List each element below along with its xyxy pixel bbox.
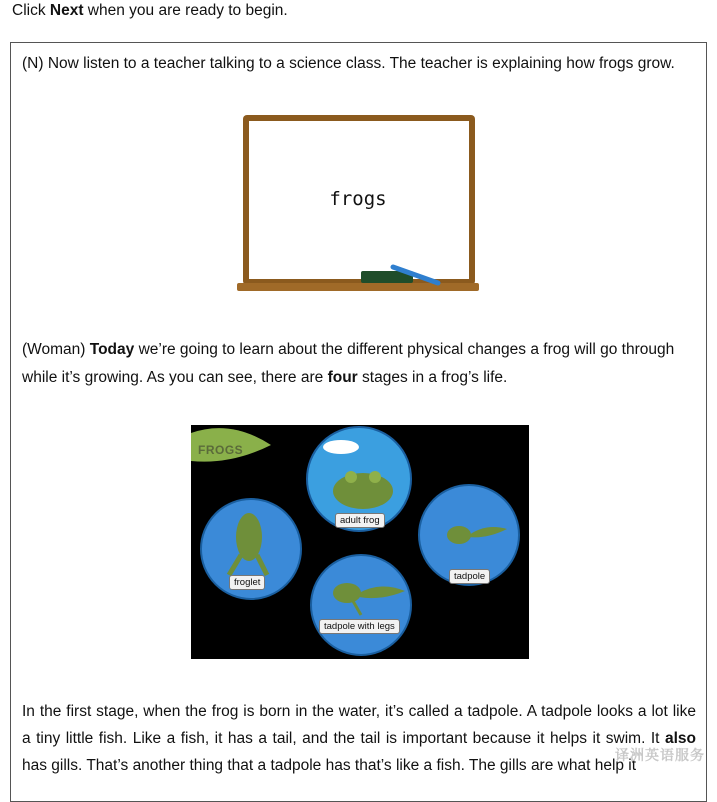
bold-today: Today <box>89 341 135 358</box>
first-stage-text-2: has gills. That’s another thing that a tadpole has that’s like a fish. The gills are what help it <box>22 757 637 774</box>
adult-frog-icon <box>333 473 393 509</box>
teacher-text-2: stages in a frog’s life. <box>357 369 508 386</box>
froglet-icon <box>236 513 262 561</box>
tadpole-legs-icon <box>333 583 361 603</box>
frogs-title: FROGS <box>198 443 244 457</box>
watermark: 译洲英语服务 <box>615 747 705 763</box>
teacher-paragraph <box>22 336 696 392</box>
speaker-label: (Woman) <box>22 341 90 358</box>
instruction-suffix: when you are ready to begin. <box>83 2 288 19</box>
teacher-text-1: we’re going to learn about the different physical changes a frog will go through while it’s growing. As you can see, there are <box>22 341 675 386</box>
first-stage-paragraph <box>22 698 696 779</box>
tadpole-icon <box>447 526 471 544</box>
instruction-prefix: Click <box>12 2 50 19</box>
whiteboard-image <box>233 107 483 299</box>
instruction-line <box>12 0 288 22</box>
frog-life-cycle-image <box>191 425 529 659</box>
label-froglet: froglet <box>229 575 265 590</box>
label-tadpole: tadpole <box>449 569 490 584</box>
label-tadpole-with-legs: tadpole with legs <box>319 619 400 634</box>
bold-also: also <box>664 730 696 747</box>
label-adult-frog: adult frog <box>335 513 385 528</box>
narrator-paragraph: (N) Now listen to a teacher talking to a science class. The teacher is explaining how frogs grow. <box>22 55 675 72</box>
board-word: frogs <box>329 188 387 210</box>
transcript-box <box>10 42 707 802</box>
bold-four: four <box>327 369 358 386</box>
next-keyword: Next <box>49 2 84 19</box>
first-stage-text-1: In the first stage, when the frog is born in the water, it’s called a tadpole. A tadpole looks a lot like a tiny little fish. Like a fish, it has a tail, and the tail is important because it helps it swim. It <box>22 703 696 747</box>
